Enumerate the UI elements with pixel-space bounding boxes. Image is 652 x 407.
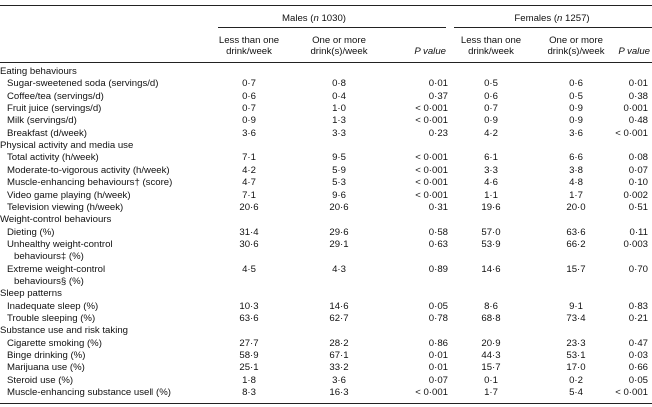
females-more-value: 0·9	[569, 115, 583, 127]
females-more-value: 66·2	[566, 238, 586, 250]
males-col-more-header	[302, 35, 376, 57]
females-p-value: 0·21	[628, 313, 648, 324]
females-col-more-header	[539, 35, 613, 57]
females-p-value: 0·03	[628, 350, 648, 362]
females-less-value: 4·6	[484, 177, 498, 189]
section-label: Eating behaviours	[0, 66, 77, 77]
females-p-value: 0·47	[628, 337, 648, 349]
females-more-value: 73·4	[566, 313, 586, 324]
males-p-value: 0·37	[428, 90, 448, 102]
males-group-rule	[218, 27, 446, 28]
females-more-value: 1·7	[569, 189, 583, 201]
females-col-p-header: P value	[618, 46, 650, 57]
table-row	[0, 227, 652, 238]
females-col-less-header	[456, 35, 526, 57]
females-p-value: 0·48	[628, 115, 648, 127]
females-less-value: 6·1	[484, 152, 498, 164]
row-label: behaviours‡ (%)	[14, 251, 84, 263]
males-p-value: 0·07	[428, 374, 448, 386]
females-group-rule	[454, 27, 652, 28]
males-n-label: n	[313, 13, 319, 24]
row-label: Breakfast (d/week)	[7, 127, 87, 139]
row-label: Dieting (%)	[7, 226, 55, 238]
males-less-value: 4·5	[242, 263, 256, 275]
males-p-value: < 0·001	[415, 387, 448, 399]
females-col-more-line1: One or more	[549, 35, 603, 46]
males-less-value: 0·6	[242, 90, 256, 102]
females-p-value: 0·07	[628, 164, 648, 176]
males-col-less-header	[214, 35, 284, 57]
males-less-value: 0·7	[242, 78, 256, 90]
females-more-value: 0·2	[569, 374, 583, 386]
row-label: Moderate-to-vigorous activity (h/week)	[7, 164, 170, 176]
females-more-value: 53·1	[566, 350, 586, 362]
males-p-value: 0·63	[428, 238, 448, 250]
females-n-label: n	[557, 13, 563, 24]
females-more-value: 0·6	[569, 78, 583, 90]
table-row	[0, 165, 652, 176]
females-less-value: 8·6	[484, 300, 498, 312]
females-less-value: 1·1	[484, 189, 498, 201]
table-row	[0, 115, 652, 126]
section-label: Sleep patterns	[0, 288, 62, 300]
males-p-value: 0·01	[428, 350, 448, 362]
row-label: Inadequate sleep (%)	[7, 300, 99, 312]
males-more-value: 29·1	[329, 238, 349, 250]
females-more-value: 63·6	[566, 226, 586, 238]
males-more-value: 0·8	[332, 78, 346, 90]
females-less-value: 0·5	[484, 78, 498, 90]
table-row	[0, 202, 652, 213]
females-less-value: 14·6	[481, 263, 501, 275]
females-more-value: 3·8	[569, 164, 583, 176]
males-more-value: 9·6	[332, 189, 346, 201]
males-more-value: 1·3	[332, 115, 346, 127]
males-less-value: 8·3	[242, 387, 256, 399]
section-row	[0, 66, 652, 77]
males-less-value: 31·4	[239, 226, 259, 238]
females-more-value: 15·7	[566, 263, 586, 275]
females-p-value: 0·83	[628, 300, 648, 312]
females-more-value: 4·8	[569, 177, 583, 189]
females-p-value: 0·002	[623, 189, 648, 201]
males-less-value: 7·1	[242, 189, 256, 201]
row-label: Muscle-enhancing behaviours† (score)	[7, 177, 173, 189]
row-label: Sugar-sweetened soda (servings/d)	[7, 78, 159, 90]
females-less-value: 3·3	[484, 164, 498, 176]
females-less-value: 57·0	[481, 226, 501, 238]
males-p-value: 0·23	[428, 127, 448, 139]
males-less-value: 4·2	[242, 164, 256, 176]
males-col-more-line1: One or more	[312, 35, 366, 46]
males-more-value: 4·3	[332, 263, 346, 275]
table-row	[0, 152, 652, 163]
females-p-value: 0·003	[623, 238, 648, 250]
males-p-value: 0·86	[428, 337, 448, 349]
row-label: Cigarette smoking (%)	[7, 337, 102, 349]
females-col-less-line1: Less than one	[460, 35, 522, 46]
females-count: 1257)	[562, 13, 590, 24]
table-row	[0, 103, 652, 114]
females-more-value: 20·0	[566, 201, 586, 213]
row-label: Total activity (h/week)	[7, 152, 99, 164]
females-p-value: 0·70	[628, 263, 648, 275]
females-p-value: 0·11	[629, 226, 648, 238]
table-row	[0, 313, 652, 324]
table-row-continuation	[0, 276, 652, 287]
row-label: Fruit juice (servings/d)	[7, 103, 102, 115]
males-more-value: 14·6	[329, 300, 349, 312]
table-row	[0, 177, 652, 188]
males-col-less-line2: drink/week	[226, 46, 272, 57]
males-more-value: 20·6	[329, 201, 349, 213]
females-less-value: 0·9	[484, 115, 498, 127]
males-more-value: 28·2	[329, 337, 349, 349]
females-less-value: 0·1	[484, 374, 498, 386]
males-more-value: 29·6	[329, 226, 349, 238]
females-col-more-line2: drink(s)/week	[547, 46, 605, 57]
row-label: Trouble sleeping (%)	[7, 313, 96, 324]
males-col-p-header: P value	[414, 46, 446, 57]
table-row	[0, 78, 652, 89]
row-label: Video game playing (h/week)	[7, 189, 131, 201]
males-less-value: 10·3	[239, 300, 259, 312]
males-col-more-line2: drink(s)/week	[310, 46, 368, 57]
females-label: Females (	[514, 13, 558, 24]
row-label: Binge drinking (%)	[7, 350, 86, 362]
males-col-less-line1: Less than one	[218, 35, 280, 46]
row-label: Milk (servings/d)	[7, 115, 77, 127]
males-less-value: 30·6	[239, 238, 259, 250]
males-more-value: 67·1	[329, 350, 349, 362]
males-p-value: 0·05	[428, 300, 448, 312]
section-row	[0, 288, 652, 299]
males-p-value: < 0·001	[415, 177, 448, 189]
males-less-value: 25·1	[239, 362, 259, 374]
bottom-rule	[0, 403, 652, 404]
females-p-value: 0·01	[628, 78, 648, 90]
table-row	[0, 264, 652, 275]
table-row	[0, 91, 652, 102]
males-more-value: 9·5	[332, 152, 346, 164]
males-p-value: < 0·001	[415, 164, 448, 176]
males-p-value: 0·58	[428, 226, 448, 238]
table-row	[0, 338, 652, 349]
females-more-value: 5·4	[569, 387, 583, 399]
males-p-value: < 0·001	[415, 103, 448, 115]
males-more-value: 5·9	[332, 164, 346, 176]
females-more-value: 17·0	[566, 362, 586, 374]
table-row	[0, 190, 652, 201]
females-more-value: 0·5	[569, 90, 583, 102]
section-row	[0, 140, 652, 151]
females-less-value: 19·6	[481, 201, 501, 213]
males-less-value: 7·1	[242, 152, 256, 164]
females-p-value: 0·05	[628, 374, 648, 386]
females-p-value: < 0·001	[615, 127, 648, 139]
males-less-value: 4·7	[242, 177, 256, 189]
females-less-value: 0·7	[484, 103, 498, 115]
males-less-value: 0·9	[242, 115, 256, 127]
males-more-value: 3·3	[332, 127, 346, 139]
females-less-value: 15·7	[481, 362, 501, 374]
females-more-value: 6·6	[569, 152, 583, 164]
females-more-value: 9·1	[569, 300, 583, 312]
males-p-value: < 0·001	[415, 189, 448, 201]
females-p-value: 0·38	[628, 90, 648, 102]
header-rule	[0, 62, 652, 63]
males-group-header	[216, 13, 412, 25]
females-less-value: 44·3	[481, 350, 501, 362]
section-row	[0, 325, 652, 336]
section-label: Weight-control behaviours	[0, 214, 112, 226]
females-less-value: 20·9	[481, 337, 501, 349]
row-label: Television viewing (h/week)	[7, 201, 124, 213]
females-less-value: 68·8	[481, 313, 501, 324]
females-p-value: 0·08	[628, 152, 648, 164]
males-less-value: 58·9	[239, 350, 259, 362]
males-more-value: 1·0	[332, 103, 346, 115]
table-row-continuation	[0, 251, 652, 262]
table-row	[0, 239, 652, 250]
row-label: behaviours§ (%)	[14, 275, 84, 287]
males-p-value: 0·89	[428, 263, 448, 275]
males-count: 1030)	[318, 13, 346, 24]
males-more-value: 33·2	[329, 362, 349, 374]
males-label: Males (	[282, 13, 314, 24]
row-label: Marijuana use (%)	[7, 362, 85, 374]
males-less-value: 1·8	[242, 374, 256, 386]
table-row	[0, 375, 652, 386]
row-label: Steroid use (%)	[7, 374, 74, 386]
males-p-value: < 0·001	[415, 115, 448, 127]
females-p-value: 0·10	[628, 177, 648, 189]
males-more-value: 16·3	[329, 387, 349, 399]
row-label: Muscle-enhancing substance use‖ (%)	[7, 387, 171, 399]
females-less-value: 4·2	[484, 127, 498, 139]
females-more-value: 0·9	[569, 103, 583, 115]
table-row	[0, 301, 652, 312]
females-group-header	[454, 13, 650, 25]
males-more-value: 5·3	[332, 177, 346, 189]
females-more-value: 23·3	[566, 337, 586, 349]
females-less-value: 53·9	[481, 238, 501, 250]
row-label: Unhealthy weight-control	[7, 238, 113, 250]
males-p-value: 0·78	[428, 313, 448, 324]
females-less-value: 0·6	[484, 90, 498, 102]
females-col-less-line2: drink/week	[468, 46, 514, 57]
males-p-value: 0·01	[428, 362, 448, 374]
males-more-value: 62·7	[329, 313, 349, 324]
females-p-value: < 0·001	[615, 387, 648, 399]
males-less-value: 27·7	[239, 337, 259, 349]
males-more-value: 0·4	[332, 90, 346, 102]
males-p-value: 0·01	[428, 78, 448, 90]
females-p-value: 0·66	[628, 362, 648, 374]
males-less-value: 0·7	[242, 103, 256, 115]
males-more-value: 3·6	[332, 374, 346, 386]
males-p-value: 0·31	[428, 201, 448, 213]
table-row	[0, 128, 652, 139]
females-p-value: 0·001	[623, 103, 648, 115]
males-p-value: < 0·001	[415, 152, 448, 164]
row-label: Extreme weight-control	[7, 263, 106, 275]
females-p-value: 0·51	[628, 201, 648, 213]
section-row	[0, 214, 652, 225]
males-less-value: 20·6	[239, 201, 259, 213]
females-less-value: 1·7	[484, 387, 498, 399]
section-label: Physical activity and media use	[0, 140, 134, 152]
row-label: Coffee/tea (servings/d)	[7, 90, 104, 102]
males-less-value: 63·6	[239, 313, 259, 324]
top-rule	[0, 5, 652, 6]
females-more-value: 3·6	[569, 127, 583, 139]
section-label: Substance use and risk taking	[0, 325, 128, 337]
males-less-value: 3·6	[242, 127, 256, 139]
table-row	[0, 362, 652, 373]
table-row	[0, 387, 652, 398]
table-row	[0, 350, 652, 361]
